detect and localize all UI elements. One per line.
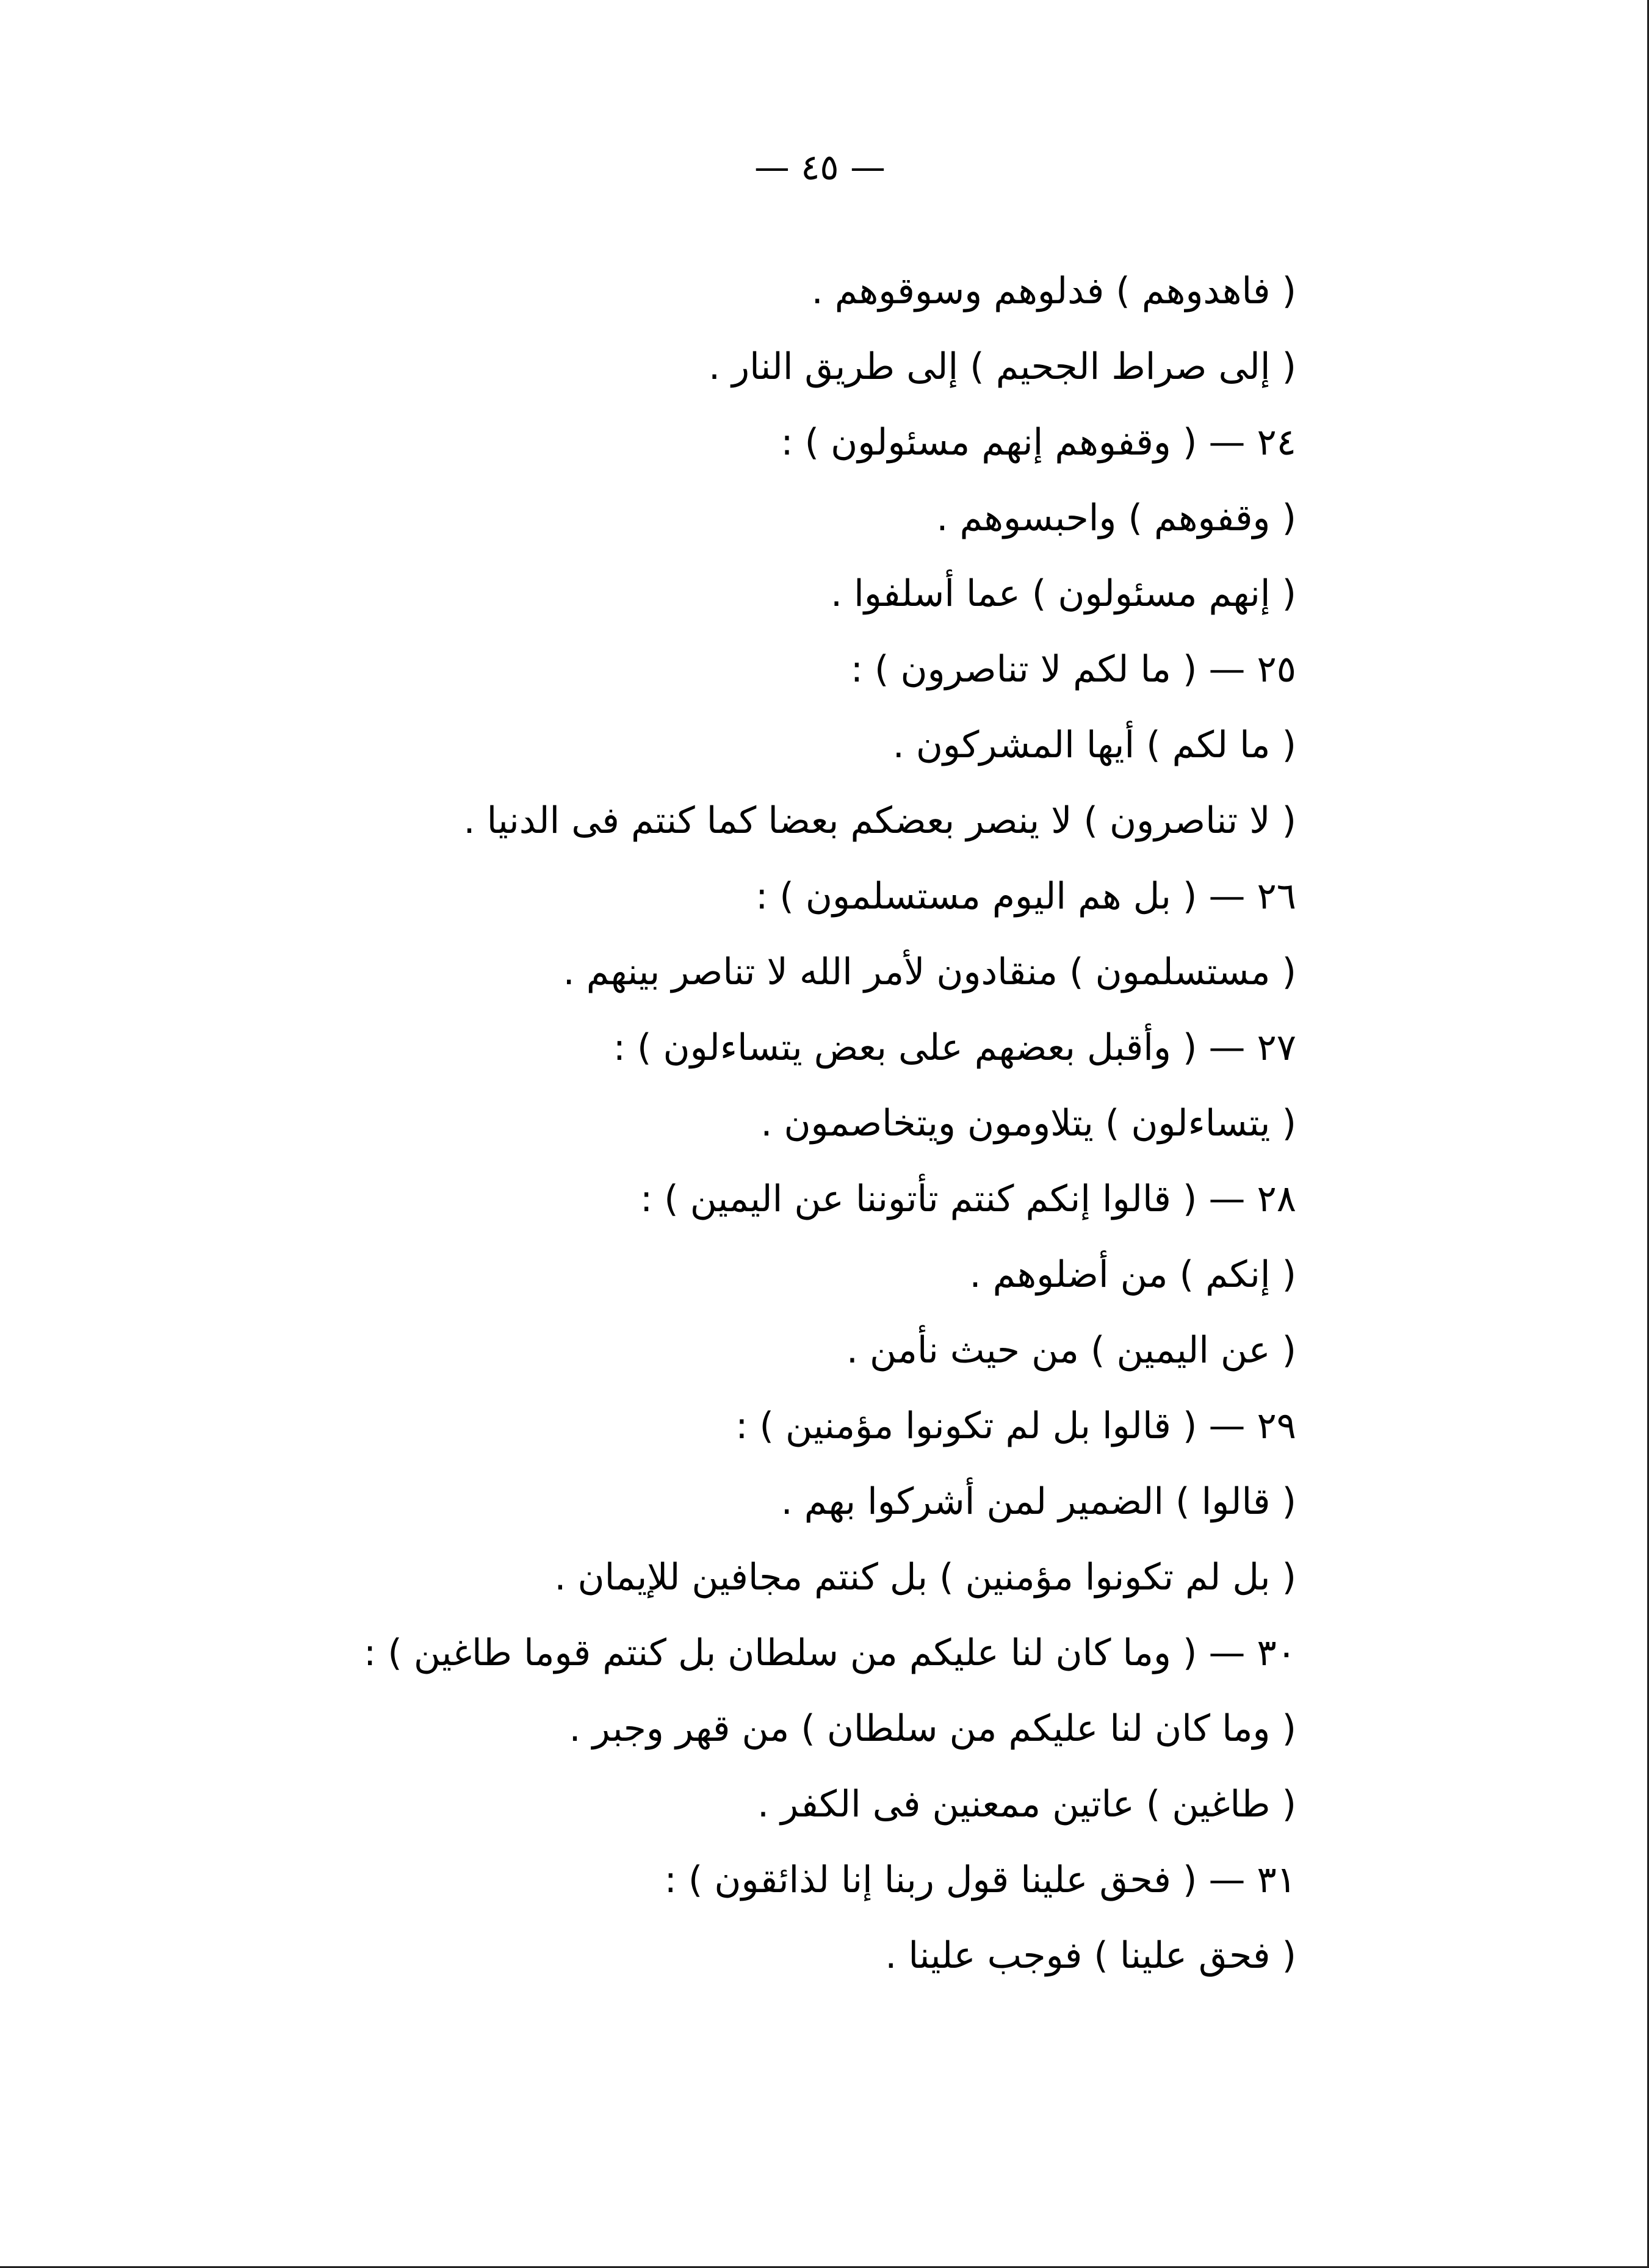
text-line: ( فاهدوهم ) فدلوهم وسوقوهم . xyxy=(811,270,1296,312)
text-line: ( عن اليمين ) من حيث نأمن . xyxy=(846,1329,1296,1372)
text-line: ( يتساءلون ) يتلاومون ويتخاصمون . xyxy=(760,1102,1296,1145)
verse-heading: ٣١ — ( فحق علينا قول ربنا إنا لذائقون ) : xyxy=(664,1859,1296,1901)
verse-heading: ٣٠ — ( وما كان لنا عليكم من سلطان بل كنتم قوما طاغين ) : xyxy=(364,1632,1296,1674)
text-line: ( ما لكم ) أيها المشركون . xyxy=(892,724,1296,766)
text-line: ( مستسلمون ) منقادون لأمر الله لا تناصر بينهم . xyxy=(563,951,1296,993)
verse-heading: ٢٨ — ( قالوا إنكم كنتم تأتوننا عن اليمين ) : xyxy=(640,1178,1296,1220)
text-line: ( إنهم مسئولون ) عما أسلفوا . xyxy=(831,572,1296,615)
verse-heading: ٢٩ — ( قالوا بل لم تكونوا مؤمنين ) : xyxy=(735,1405,1296,1447)
text-line: ( لا تناصرون ) لا ينصر بعضكم بعضا كما كنتم فى الدنيا . xyxy=(463,799,1296,842)
verse-heading: ٢٤ — ( وقفوهم إنهم مسئولون ) : xyxy=(781,421,1296,464)
verse-heading: ٢٧ — ( وأقبل بعضهم على بعض يتساءلون ) : xyxy=(613,1026,1296,1069)
text-line: ( وما كان لنا عليكم من سلطان ) من قهر وجبر . xyxy=(569,1707,1296,1750)
text-line: ( إلى صراط الجحيم ) إلى طريق النار . xyxy=(709,345,1296,388)
text-line: ( بل لم تكونوا مؤمنين ) بل كنتم مجافين للإيمان . xyxy=(554,1556,1296,1599)
text-line: ( طاغين ) عاتين ممعنين فى الكفر . xyxy=(757,1783,1296,1826)
text-line: ( قالوا ) الضمير لمن أشركوا بهم . xyxy=(781,1480,1296,1523)
page-number: — ٤٥ — xyxy=(754,146,886,188)
verse-heading: ٢٥ — ( ما لكم لا تناصرون ) : xyxy=(850,648,1296,691)
text-line: ( وقفوهم ) واحبسوهم . xyxy=(936,497,1296,539)
text-line: ( فحق علينا ) فوجب علينا . xyxy=(885,1934,1296,1977)
text-body xyxy=(45,253,1296,1993)
verse-heading: ٢٦ — ( بل هم اليوم مستسلمون ) : xyxy=(756,875,1296,918)
text-line: ( إنكم ) من أضلوهم . xyxy=(969,1253,1296,1296)
